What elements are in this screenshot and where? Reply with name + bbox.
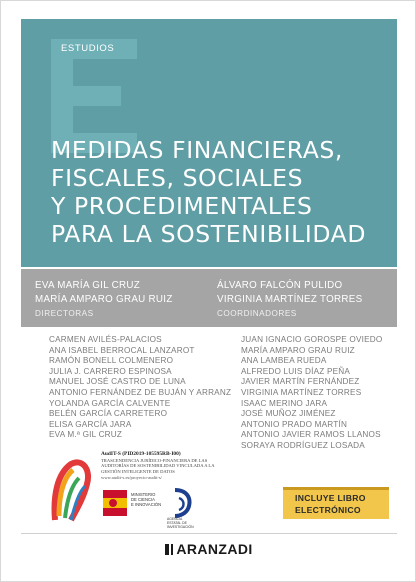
editors-band bbox=[21, 269, 397, 327]
author-name: JULIA J. CARRERO ESPINOSA bbox=[49, 366, 172, 376]
author-name: ISAAC MERINO JARA bbox=[241, 398, 328, 408]
author-name: ANTONIO PRADO MARTÍN bbox=[241, 419, 348, 429]
directors bbox=[35, 279, 173, 321]
project-line: AUDITORÍAS DE SOSTENIBILIDAD VINCULADA A LA bbox=[101, 463, 215, 469]
ministry-line: DE CIENCIA bbox=[131, 497, 155, 502]
funding-logos bbox=[49, 448, 215, 529]
author-name: JOSÉ MUÑOZ JIMÉNEZ bbox=[241, 409, 336, 419]
project-ribbon-icon bbox=[49, 456, 93, 522]
badge-line: INCLUYE LIBRO bbox=[295, 493, 366, 503]
ebook-badge bbox=[283, 487, 389, 519]
publisher-mark-icon bbox=[165, 544, 169, 555]
agency-line: INVESTIGACIÓN bbox=[167, 525, 194, 529]
project-line: GESTIÓN INTELIGENTE DE DATOS bbox=[101, 468, 175, 474]
title-line: MEDIDAS FINANCIERAS, bbox=[51, 136, 344, 164]
author-name: ANA ISABEL BERROCAL LANZAROT bbox=[49, 345, 195, 355]
project-url: www.audit-s.es/proyecto-audit-s/ bbox=[101, 475, 162, 481]
coordinators-role: COORDINADORES bbox=[217, 309, 297, 318]
author-name: ANTONIO FERNÁNDEZ DE BUJÁN Y ARRANZ bbox=[49, 387, 232, 397]
project-code: AudIT-S (PID2019-105595RB-I00) bbox=[101, 451, 181, 457]
agency-name bbox=[167, 517, 207, 529]
author-name: EVA M.ª GIL CRUZ bbox=[49, 430, 123, 440]
author-name: CARMEN AVILÉS-PALACIOS bbox=[49, 335, 162, 344]
series-label: ESTUDIOS bbox=[61, 43, 115, 54]
author-name: VIRGINIA MARTÍNEZ TORRES bbox=[241, 387, 362, 397]
title-band bbox=[21, 19, 397, 267]
author-name: ALFREDO LUIS DÍAZ PEÑA bbox=[241, 366, 351, 376]
author-name: RAMÓN BONELL COLMENERO bbox=[49, 356, 174, 366]
author-name: MARÍA AMPARO GRAU RUIZ bbox=[241, 345, 355, 355]
authors-list-left bbox=[49, 335, 231, 441]
title-line: PARA LA SOSTENIBILIDAD bbox=[51, 220, 367, 248]
authors-list-right bbox=[241, 335, 382, 452]
author-name: MANUEL JOSÉ CASTRO DE LUNA bbox=[49, 377, 186, 387]
author-name: JUAN IGNACIO GOROSPE OVIEDO bbox=[241, 335, 383, 344]
ministry-line: MINISTERIO bbox=[131, 492, 156, 497]
author-name: JAVIER MARTÍN FERNÁNDEZ bbox=[241, 377, 360, 387]
author-name: YOLANDA GARCÍA CALVENTE bbox=[49, 398, 171, 408]
directors-role: DIRECTORAS bbox=[35, 309, 94, 318]
author-name: ELISA GARCÍA JARA bbox=[49, 419, 132, 429]
director-name: EVA MARÍA GIL CRUZ bbox=[35, 280, 141, 291]
bottom-divider bbox=[21, 533, 397, 534]
director-name: MARÍA AMPARO GRAU RUIZ bbox=[35, 294, 173, 305]
book-title bbox=[51, 136, 391, 248]
project-line: TRASCENDENCIA JURÍDICO-FINANCIERA DE LAS bbox=[101, 457, 208, 463]
badge-line: ELECTRÓNICO bbox=[295, 505, 361, 515]
project-description bbox=[101, 452, 221, 481]
publisher-mark-icon bbox=[171, 544, 173, 555]
author-name: ANA LAMBEA RUEDA bbox=[241, 356, 327, 366]
coordinators bbox=[217, 279, 362, 321]
coordinator-name: ÁLVARO FALCÓN PULIDO bbox=[217, 280, 343, 291]
author-name: SORAYA RODRÍGUEZ LOSADA bbox=[241, 440, 365, 450]
title-line: FISCALES, SOCIALES bbox=[51, 164, 304, 192]
publisher-logo bbox=[1, 541, 416, 557]
ministry-name bbox=[131, 492, 161, 507]
author-name: ANTONIO JAVIER RAMOS LLANOS bbox=[241, 430, 381, 440]
coordinator-name: VIRGINIA MARTÍNEZ TORRES bbox=[217, 294, 363, 305]
agency-line: AGENCIA bbox=[167, 517, 183, 521]
agency-logo-icon bbox=[171, 488, 193, 518]
agency-line: ESTATAL DE bbox=[167, 521, 187, 525]
ministry-line: E INNOVACIÓN bbox=[131, 502, 162, 507]
publisher-name: ARANZADI bbox=[176, 541, 253, 557]
author-name: BELÉN GARCÍA CARRETERO bbox=[49, 409, 168, 419]
title-line: Y PROCEDIMENTALES bbox=[51, 192, 313, 220]
